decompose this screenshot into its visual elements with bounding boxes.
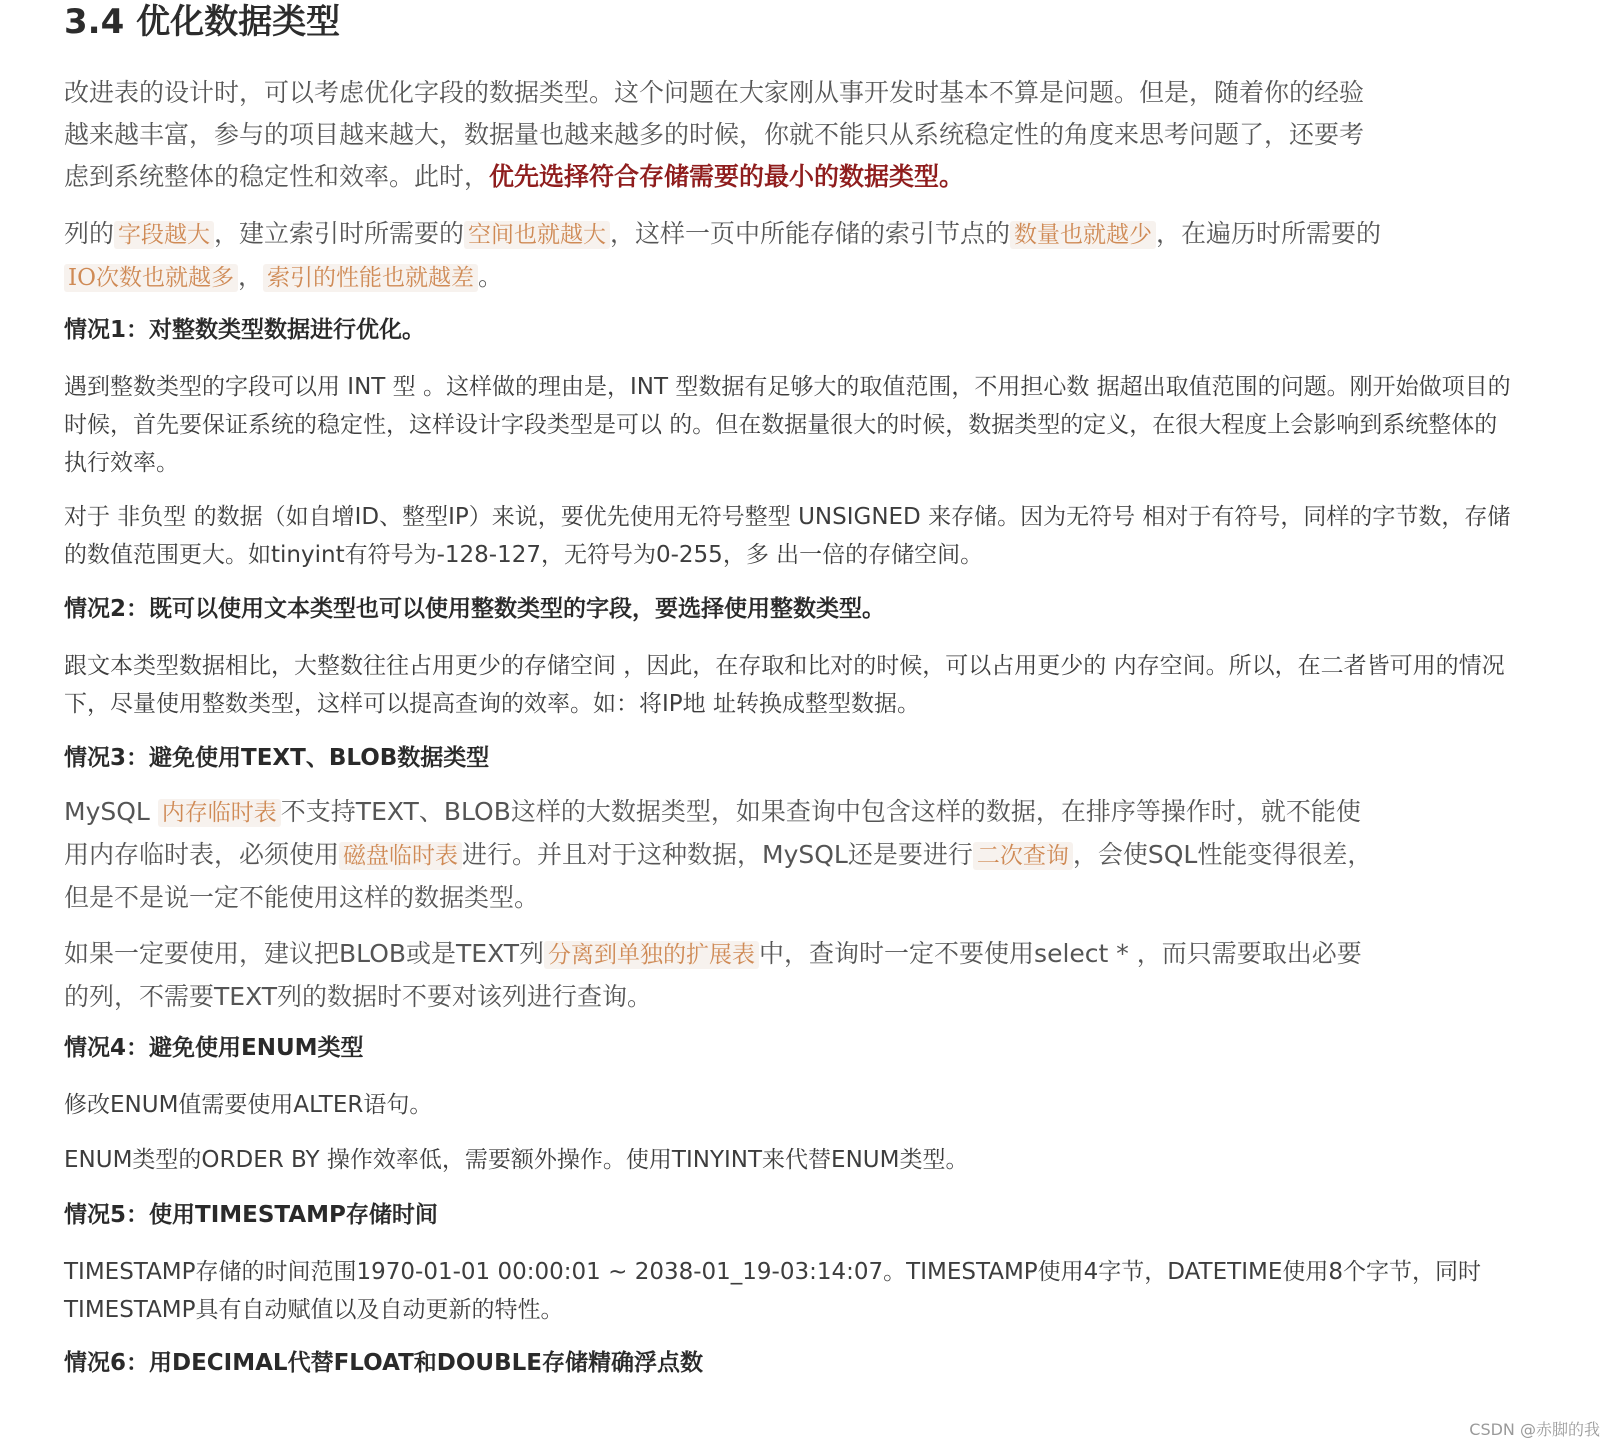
- case6-heading: 情况6：用DECIMAL代替FLOAT和DOUBLE存储精确浮点数: [64, 1350, 703, 1376]
- intro-paragraph-1: [64, 72, 1384, 198]
- text-fragment: ，在遍历时所需要的: [1156, 219, 1382, 248]
- case4-paragraph-1: 修改ENUM值需要使用ALTER语句。: [64, 1092, 433, 1118]
- highlight-field-size: 字段越大: [114, 221, 214, 249]
- case5-paragraph-1: TIMESTAMP存储的时间范围1970-01-01 00:00:01 ~ 2038-01_19-03:14:07。TIMESTAMP使用4字节，DATETIME使用8个字节，同时TIMESTAMP具有自动赋值以及自动更新的特性。: [64, 1259, 1481, 1323]
- case2-paragraph-1: 跟文本类型数据相比，大整数往往占用更少的存储空间 ，因此，在存取和比对的时候，可以占用更少的 内存空间。所以，在二者皆可用的情况下，尽量使用整数类型，这样可以提高查询的效率。如：将IP地 址转换成整型数据。: [64, 653, 1505, 717]
- text-fragment: MySQL: [64, 797, 158, 826]
- highlight-second-query: 二次查询: [973, 842, 1073, 870]
- csdn-watermark: CSDN @赤脚的我: [1469, 1420, 1600, 1439]
- text-fragment: ，建立索引时所需要的: [214, 219, 465, 248]
- text-fragment: 如果一定要使用，建议把BLOB或是TEXT列: [64, 939, 545, 968]
- highlight-count: 数量也就越少: [1010, 221, 1156, 249]
- case3-paragraph-2: [64, 933, 1384, 1018]
- highlight-disk-temp-table: 磁盘临时表: [339, 842, 462, 870]
- case3-paragraph-1: [64, 791, 1384, 919]
- case1-paragraph-2: 对于 非负型 的数据（如自增ID、整型IP）来说，要优先使用无符号整型 UNSIGNED 来存储。因为无符号 相对于有符号，同样的字节数，存储的数值范围更大。如tinyint有符号为-128-127，无符号为0-255，多 出一倍的存储空间。: [64, 504, 1511, 568]
- intro-emphasis: 优先选择符合存储需要的最小的数据类型。: [489, 162, 965, 191]
- case2-heading: 情况2：既可以使用文本类型也可以使用整数类型的字段，要选择使用整数类型。: [64, 596, 886, 622]
- page-title: 3.4 优化数据类型: [64, 2, 341, 42]
- case4-paragraph-2: ENUM类型的ORDER BY 操作效率低，需要额外操作。使用TINYINT来代替ENUM类型。: [64, 1147, 969, 1173]
- case3-heading: 情况3：避免使用TEXT、BLOB数据类型: [64, 745, 490, 771]
- case4-heading: 情况4：避免使用ENUM类型: [64, 1035, 364, 1061]
- intro-paragraph-2: [64, 213, 1384, 299]
- text-fragment: ，: [237, 262, 263, 291]
- text-fragment: ，这样一页中所能存储的索引节点的: [610, 219, 1011, 248]
- text-fragment: 不支持TEXT、BLOB这样的大数据类型，如果查询中包含这样的数据，在排序等操作时，就不能使用内存临时表，必须使用: [64, 797, 1361, 869]
- highlight-io: IO次数也就越多: [64, 264, 238, 292]
- text-fragment: ，会使SQL性能变得很差，但是不是说一定不能使用这样的数据类型。: [64, 840, 1373, 912]
- text-fragment: 中，查询时一定不要使用select * ，而只需要取出必要的列，不需要TEXT列的数据时不要对该列进行查询。: [64, 939, 1362, 1011]
- intro-text: 改进表的设计时，可以考虑优化字段的数据类型。这个问题在大家刚从事开发时基本不算是问题。但是，随着你的经验越来越丰富，参与的项目越来越大，数据量也越来越多的时候，你就不能只从系统稳定性的角度来思考问题了，还要考虑到系统整体的稳定性和效率。此时，: [64, 78, 1365, 191]
- highlight-memory-temp-table: 内存临时表: [158, 799, 281, 827]
- case1-paragraph-1: 遇到整数类型的字段可以用 INT 型 。这样做的理由是，INT 型数据有足够大的取值范围，不用担心数 据超出取值范围的问题。刚开始做项目的时候，首先要保证系统的稳定性，这样设计字段类型是可以 的。但在数据量很大的时候，数据类型的定义，在很大程度上会影响到系统整体的执行效率。: [64, 374, 1511, 476]
- text-fragment: 。: [477, 262, 503, 291]
- highlight-space: 空间也就越大: [464, 221, 610, 249]
- highlight-extension-table: 分离到单独的扩展表: [544, 941, 759, 969]
- highlight-index-perf: 索引的性能也就越差: [263, 264, 478, 292]
- text-fragment: 列的: [64, 219, 115, 248]
- case1-heading: 情况1：对整数类型数据进行优化。: [64, 317, 426, 343]
- text-fragment: 进行。并且对于这种数据，MySQL还是要进行: [462, 840, 973, 869]
- case5-heading: 情况5：使用TIMESTAMP存储时间: [64, 1202, 438, 1228]
